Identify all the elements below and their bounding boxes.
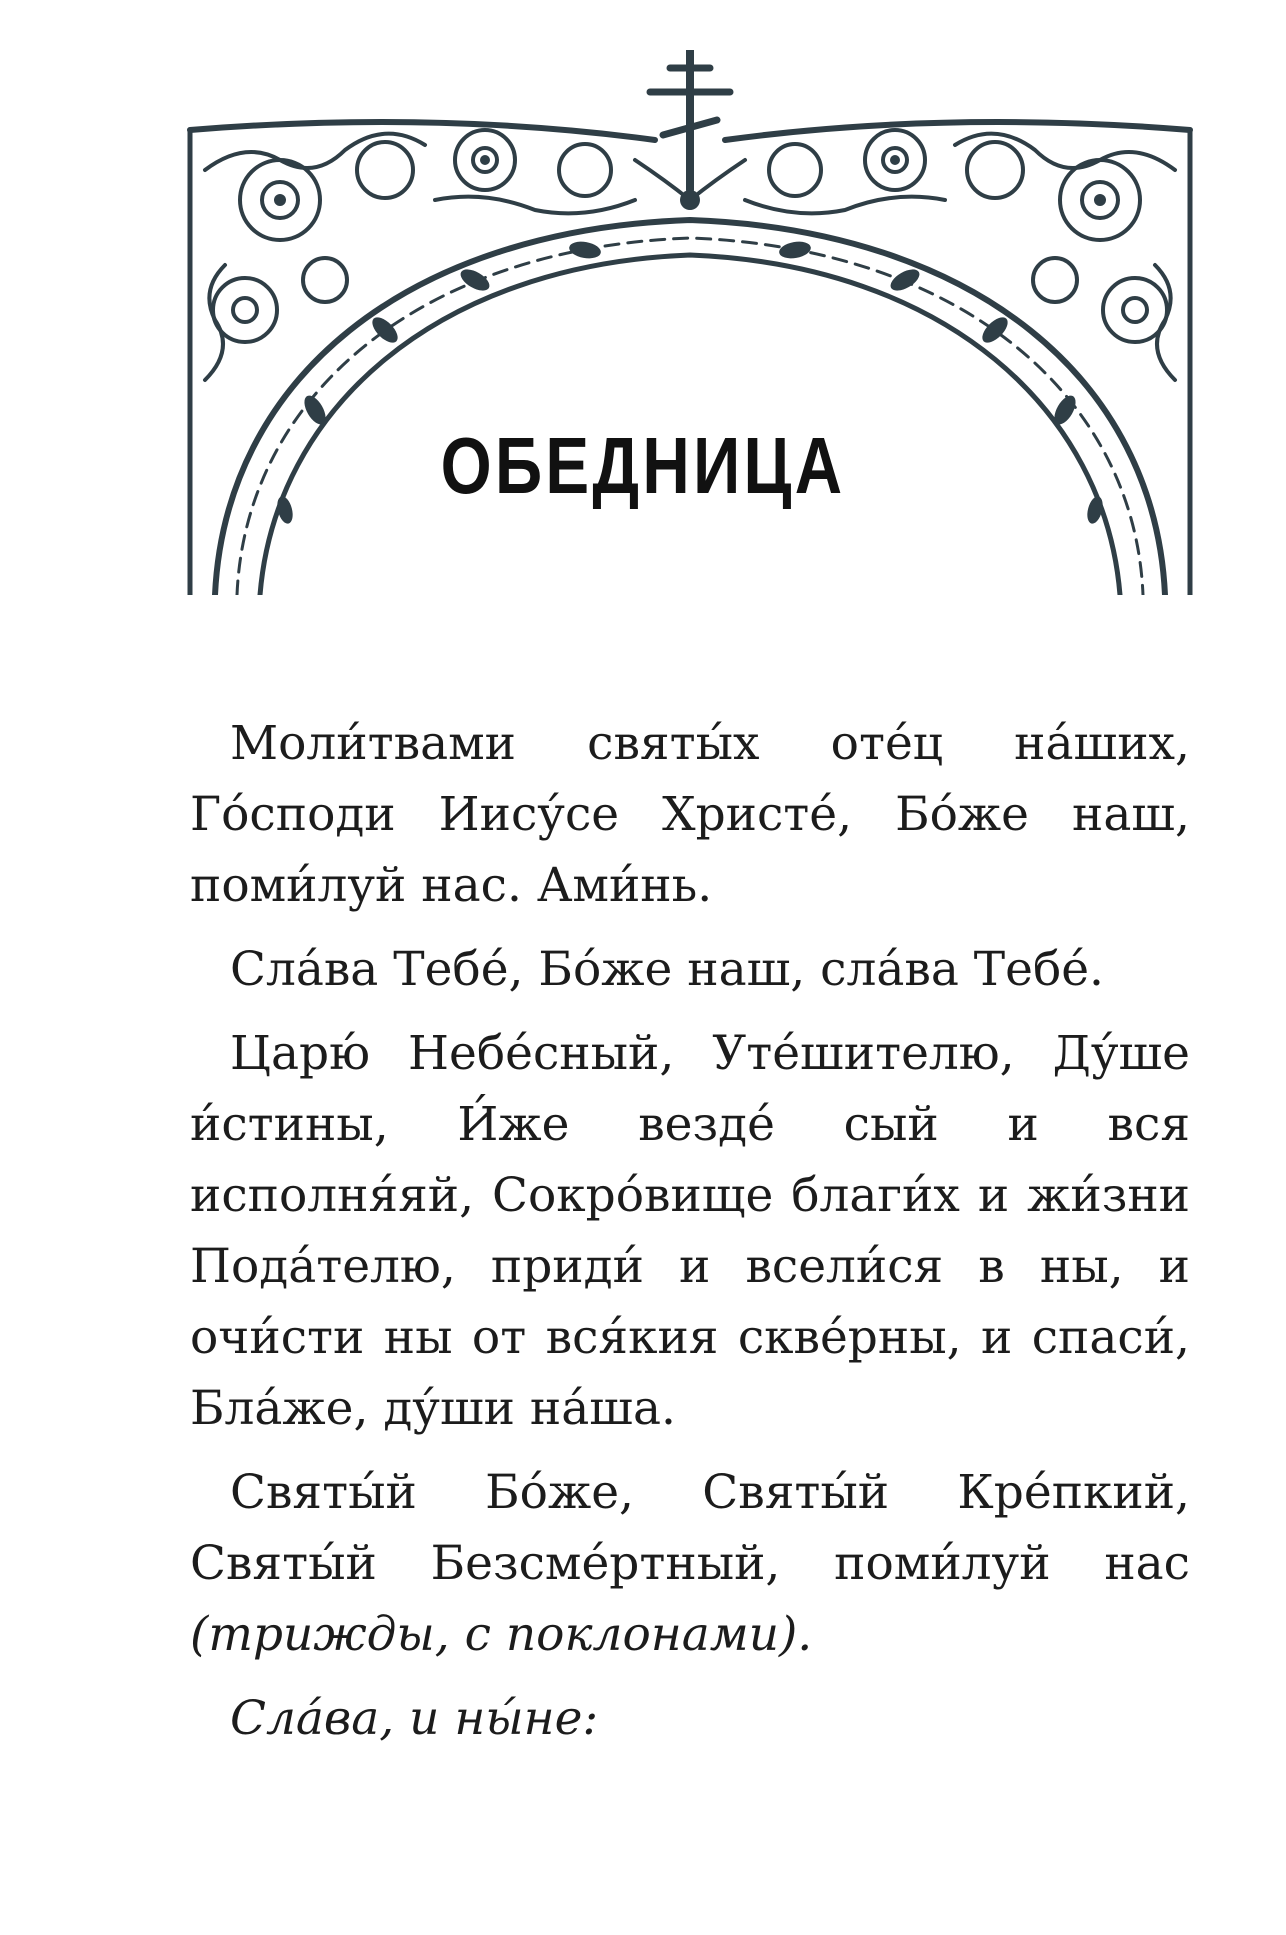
- paragraph-4: [190, 1457, 1190, 1670]
- paragraph-3: [190, 1018, 1190, 1444]
- paragraph-text: Сла́ва Тебе́, Бо́же наш, сла́ва Тебе́.: [230, 942, 1104, 997]
- headpiece-ornament: [185, 50, 1195, 595]
- paragraph-5: [190, 1683, 1190, 1754]
- prayer-text: [190, 708, 1190, 1767]
- paragraph-text: Царю́ Небе́сный, Уте́шителю, Ду́ше и́стины, И́же везде́ сый и вся исполня́яй, Сокро́вище благи́х и жи́зни Пода́телю, приди́ и всели́ся в ны, и очи́сти ны от вся́кия скве́рны, и спаси́, Бла́же, ду́ши на́ша.: [190, 1026, 1190, 1436]
- paragraph-1: [190, 708, 1190, 921]
- paragraph-text: Сла́ва, и ны́не:: [230, 1691, 599, 1746]
- page-title: ОБЕДНИЦА: [440, 421, 846, 510]
- rubric-note: (трижды, с поклонами).: [190, 1607, 813, 1662]
- ornament-svg: [185, 50, 1195, 595]
- cross-icon: [650, 50, 730, 190]
- paragraph-text: Моли́твами святы́х оте́ц на́ших, Го́споди Иису́се Христе́, Бо́же наш, поми́луй нас. Ами́нь.: [190, 716, 1190, 913]
- paragraph-2: [190, 934, 1190, 1005]
- paragraph-text: Святы́й Бо́же, Святы́й Кре́пкий, Святы́й Безсме́ртный, поми́луй нас: [190, 1465, 1190, 1591]
